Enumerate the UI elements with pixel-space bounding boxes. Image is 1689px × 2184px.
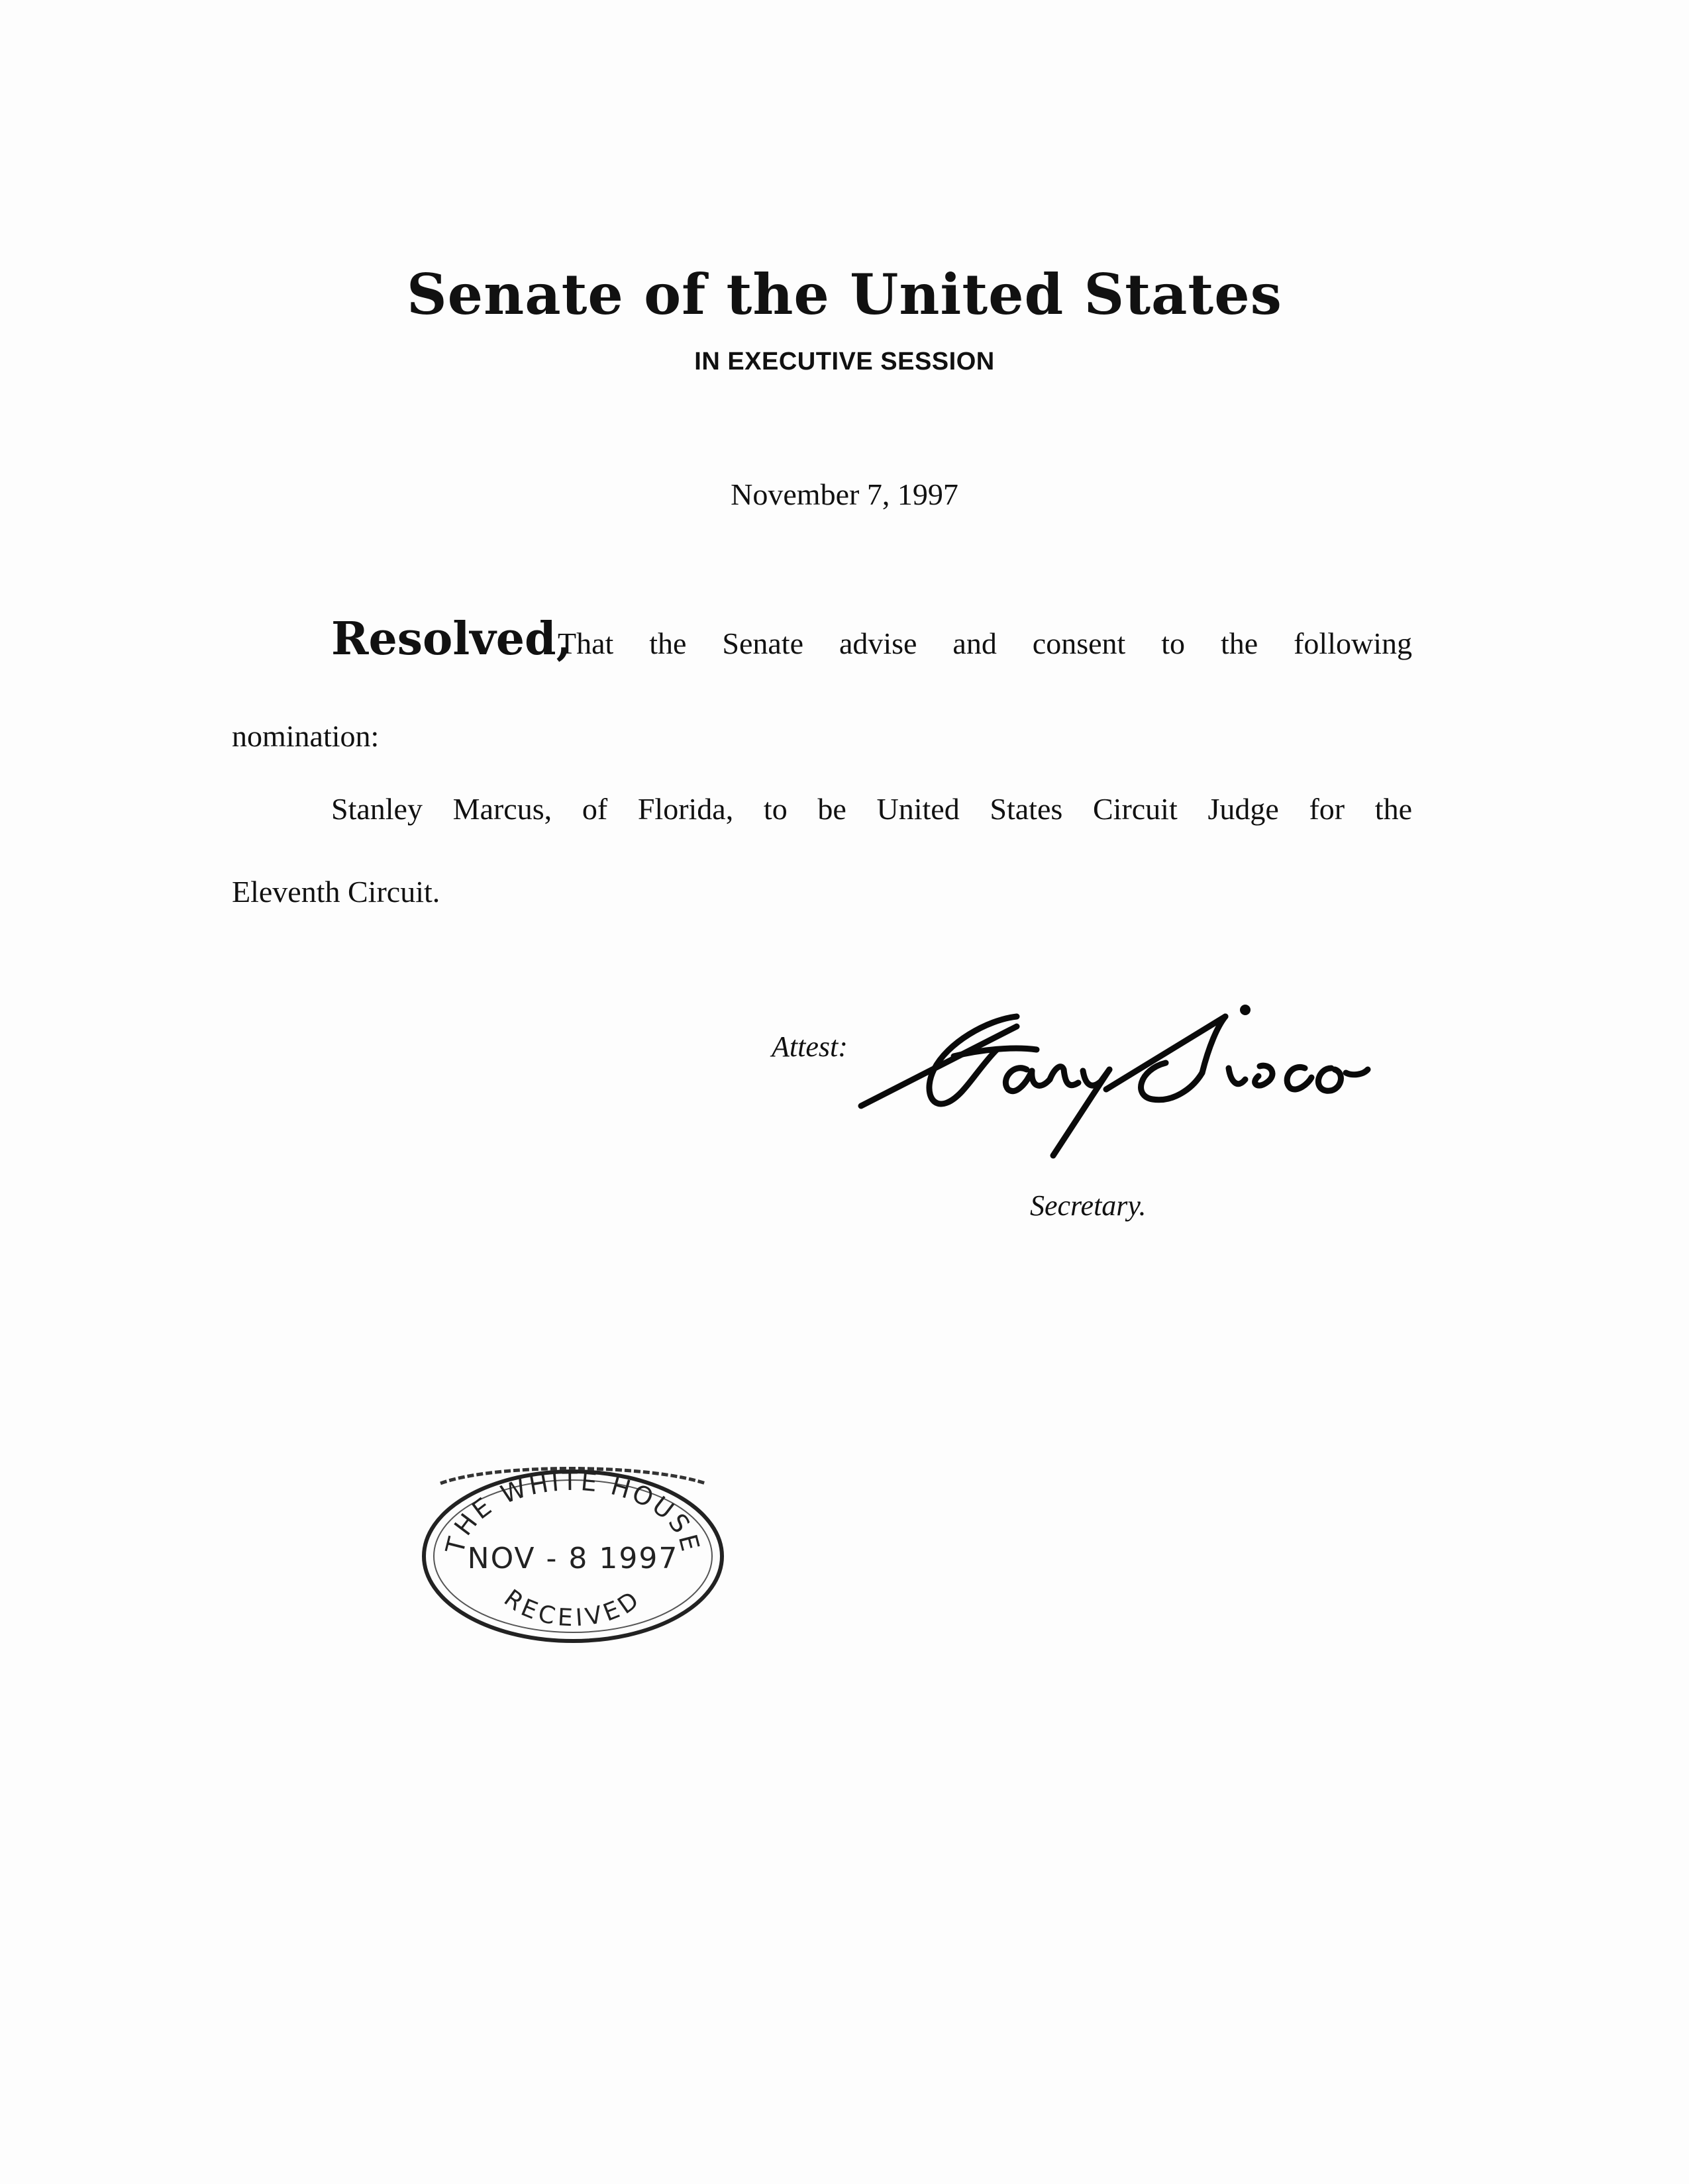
svg-text:RECEIVED: [499, 1585, 647, 1632]
stamp-top-text: THE WHITE HOUSE: [440, 1466, 706, 1557]
secretary-title: Secretary.: [1030, 1189, 1147, 1222]
resolution-date: November 7, 1997: [731, 477, 958, 511]
stamp-date: NOV - 8 1997: [467, 1542, 679, 1575]
senate-title: Senate of the United States: [407, 262, 1282, 327]
attest-label: Attest:: [772, 1030, 848, 1063]
white-house-received-stamp: [414, 1457, 732, 1656]
nomination-line-1: Stanley Marcus, of Florida, to be United States Circuit Judge for the: [331, 792, 1412, 826]
resolved-word: Resolved,: [331, 613, 572, 666]
stamp-bottom-text: RECEIVED: [499, 1584, 647, 1632]
secretary-signature: [854, 990, 1437, 1169]
nomination-line-2: Eleventh Circuit.: [232, 875, 440, 909]
session-subtitle: IN EXECUTIVE SESSION: [694, 348, 995, 375]
resolution-line-2: nomination:: [232, 719, 380, 753]
resolution-line-1: That the Senate advise and consent to the following: [558, 626, 1412, 660]
